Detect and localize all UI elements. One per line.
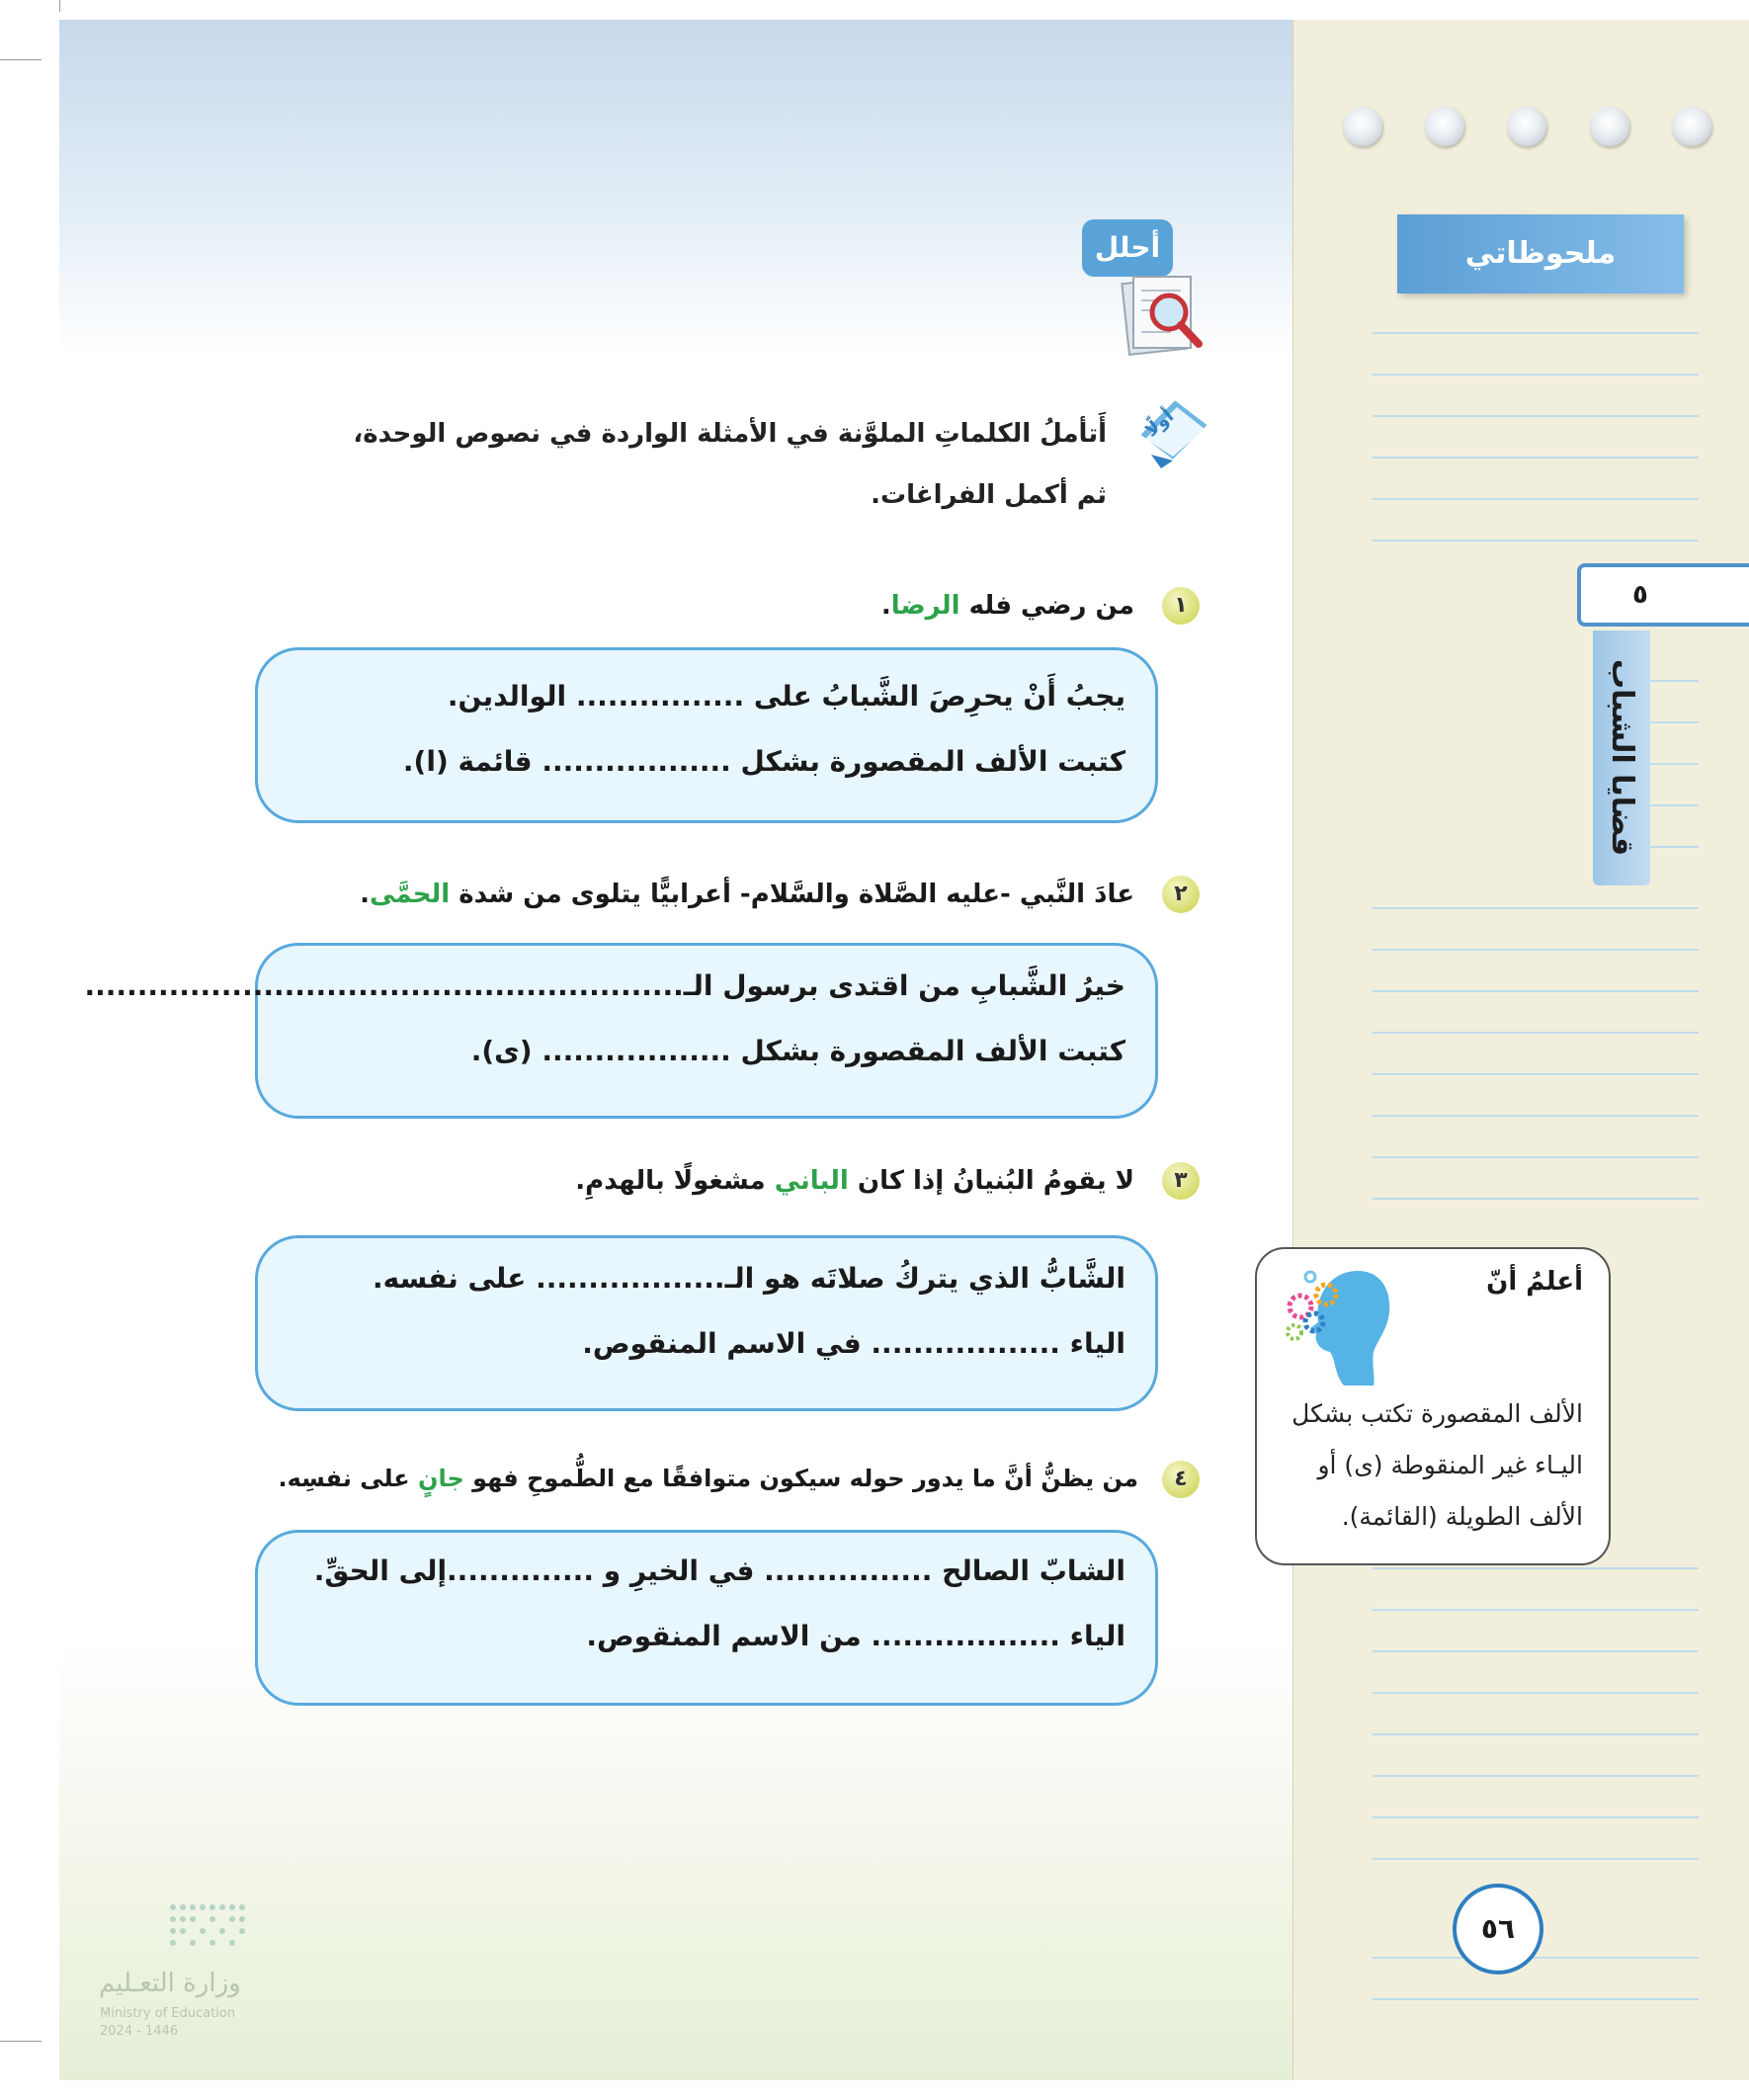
note-line [1373,332,1699,334]
item-sentence-2 [360,880,1134,909]
instruction-text [237,403,1107,526]
item-sentence-4 [278,1465,1138,1492]
exercise-line[interactable]: كتبت الألف المقصورة بشكل .................. (ى). [470,1035,1125,1067]
note-line [1373,1858,1699,1860]
note-line [1373,1957,1699,1959]
highlighted-word: الباني [774,1166,849,1196]
note-line [1373,457,1699,459]
note-line [1373,1567,1699,1569]
item-text: عادَ النَّبي -عليه الصَّلاة والسَّلام- أعرابيًّا يتلوى من شدة [450,880,1134,909]
item-number-1: ١ [1162,587,1200,625]
crop-mark [0,59,42,60]
crop-mark [0,2041,42,2042]
ministry-year: 2024 - 1446 [100,2024,179,2039]
instruction-line-2: ثم أكمل الفراغات. [871,480,1107,510]
crop-mark [59,0,60,12]
exercise-box-4 [255,1530,1158,1706]
item-number-2: ٢ [1162,876,1200,913]
note-line [1373,540,1699,542]
item-sentence-3 [575,1166,1134,1196]
page-number: ٥٦ [1453,1884,1543,1974]
item-text: على نفسِه. [278,1465,419,1492]
note-line [1373,1032,1699,1034]
tip-card [1255,1247,1611,1565]
instruction-tag: أولًا [1140,405,1178,442]
note-line [1373,1816,1699,1818]
item-text: لا يقومُ البُنيانُ إذا كان [848,1166,1134,1196]
note-line [1373,1998,1699,2000]
ribbon-icon [1131,395,1212,470]
highlighted-word: جانٍ [418,1465,464,1492]
unit-number: ٥ [1632,580,1648,610]
note-line [1373,374,1699,376]
binder-hole [1590,107,1629,146]
note-line [1373,415,1699,417]
analyze-badge: أحلل [1082,219,1173,277]
note-line [1373,1609,1699,1611]
binder-hole [1672,107,1711,146]
highlighted-word: الرضا [890,591,960,621]
unit-title: قضايا الشباب [1605,659,1639,857]
binder-hole [1425,107,1464,146]
unit-number-box [1577,563,1749,627]
instruction-line-1: أَتأملُ الكلماتِ الملوَّنة في الأمثلة الواردة في نصوص الوحدة، [353,419,1107,449]
note-line [1373,949,1699,951]
note-line [1373,1692,1699,1694]
note-line [1373,990,1699,992]
tip-title: أعلمُ أنّ [1486,1267,1583,1297]
notes-title: ملحوظاتي [1397,214,1684,294]
exercise-line[interactable]: الشابّ الصالح ................ في الخيرِ و ..............إلى الحقِّ. [313,1554,1125,1587]
item-sentence-1 [881,591,1134,621]
exercise-line[interactable]: خيرُ الشَّبابِ من اقتدى برسول الـ......................................................... [84,969,1125,1002]
exercise-line[interactable]: يجبُ أَنْ يحرِصَ الشَّبابُ على ................ الوالدين. [447,680,1125,713]
item-text: من يظنُّ أنَّ ما يدور حوله سيكون متوافقًا مع الطُّموحِ فهو [463,1465,1138,1492]
exercise-line[interactable]: الياء .................. من الاسم المنقوص. [586,1620,1125,1652]
highlighted-word: الحمَّى [370,880,451,909]
item-text: مشغولًا بالهدمِ. [575,1166,775,1196]
note-line [1373,1650,1699,1652]
head-gears-icon [1275,1257,1393,1395]
magnifier-document-icon [1120,273,1213,362]
notes-column [1292,20,1749,2080]
note-line [1373,907,1699,909]
ministry-logo [94,1897,252,2039]
note-line [1373,1775,1699,1777]
binder-hole [1507,107,1546,146]
binder-hole [1343,107,1382,146]
exercise-box-2 [84,943,1158,1119]
note-line [1373,1198,1699,1200]
ministry-logo-icon [94,1897,252,1957]
item-text: . [360,880,371,909]
note-line [1373,1073,1699,1075]
tip-line: اليـاء غير المنقوطة (ى) أو [1317,1451,1583,1479]
item-text: . [880,591,891,621]
tip-line: الألف المقصورة تكتب بشكل [1291,1399,1583,1428]
item-text: من رضي فله [959,591,1134,621]
note-line [1373,1156,1699,1158]
exercise-line[interactable]: الشَّابُّ الذي يتركُ صلاتَه هو الـ.................. على نفسه. [372,1262,1125,1295]
exercise-box-1 [255,647,1158,823]
item-number-3: ٣ [1162,1162,1200,1200]
note-line [1373,1115,1699,1117]
exercise-box-3 [255,1235,1158,1411]
note-line [1373,498,1699,500]
ministry-name-english: Ministry of Education [100,2006,236,2021]
note-line [1373,1733,1699,1735]
item-number-4: ٤ [1162,1461,1200,1498]
exercise-line[interactable]: كتبت الألف المقصورة بشكل .................. قائمة (ا). [402,745,1125,778]
exercise-line[interactable]: الياء .................. في الاسم المنقوص. [582,1327,1125,1360]
tip-line: الألف الطويلة (القائمة). [1341,1502,1583,1531]
ministry-name-arabic: وزارة التعـليم [99,1969,241,1998]
